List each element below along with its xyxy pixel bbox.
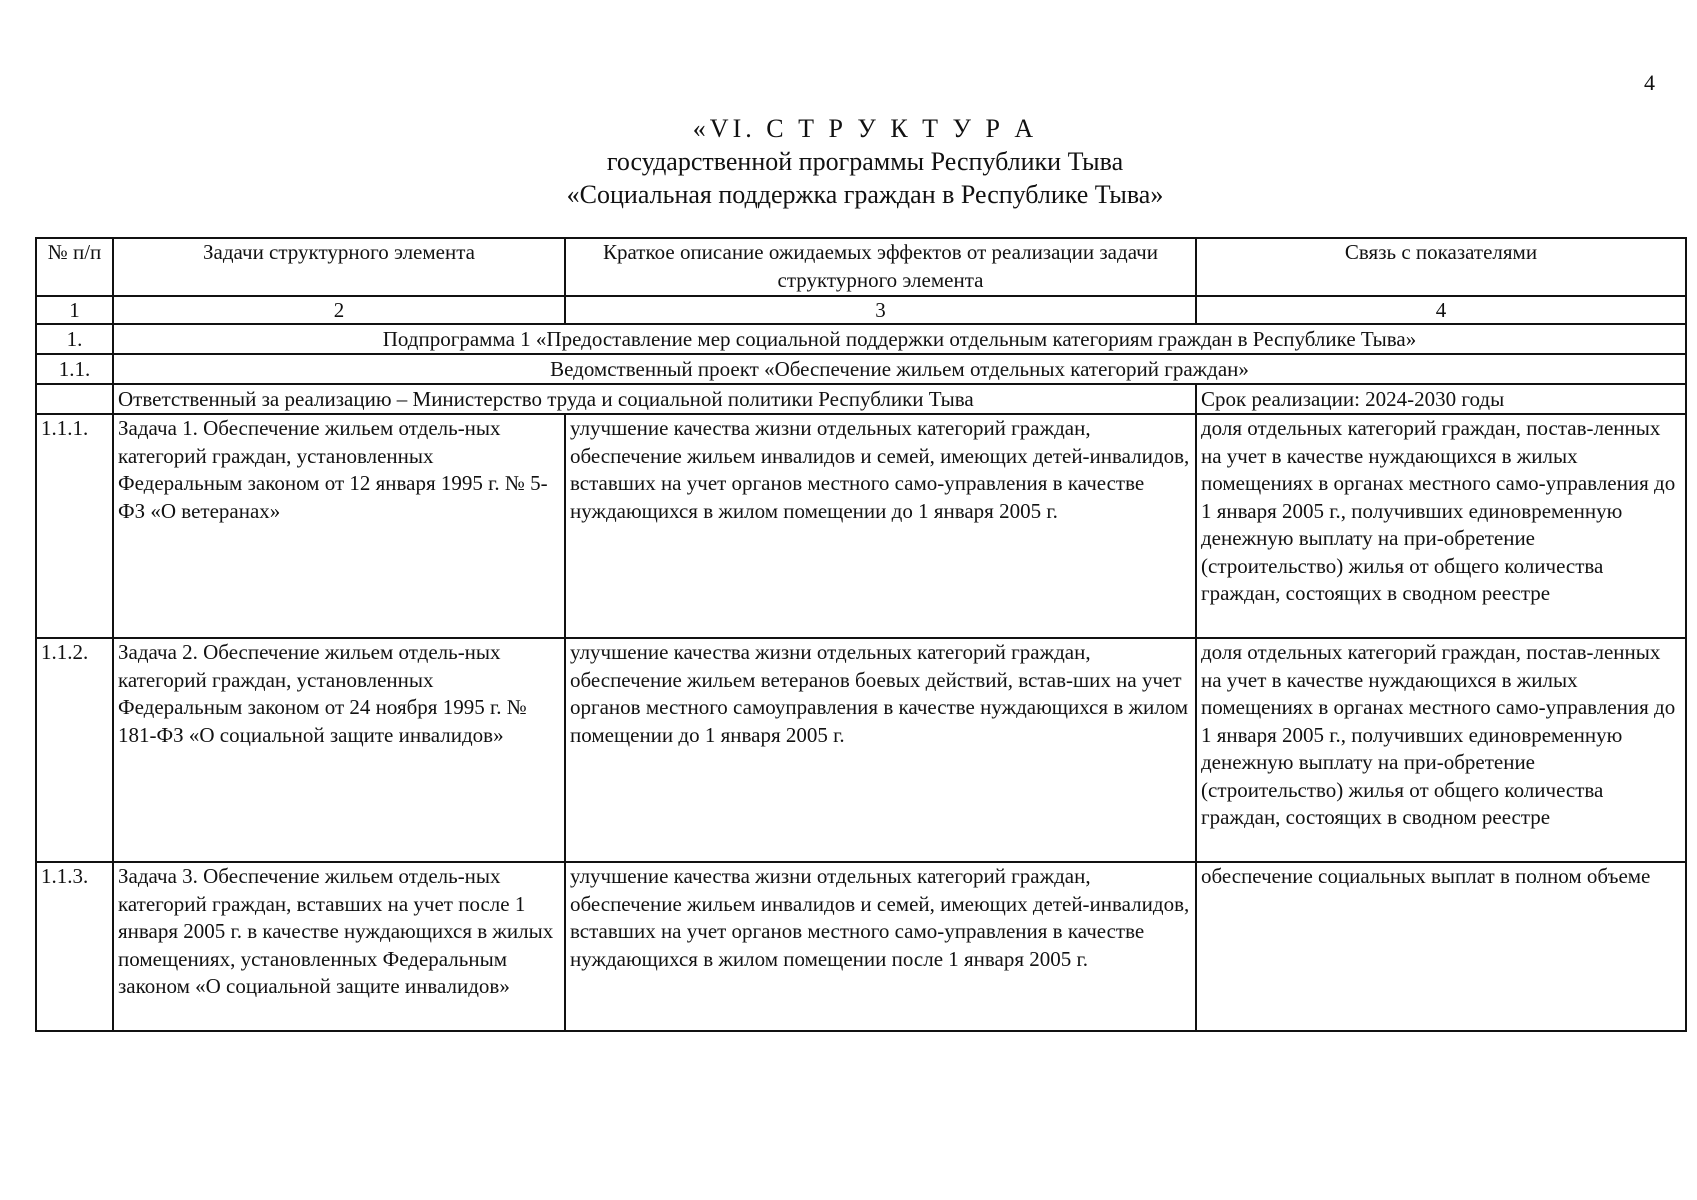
responsible-empty-cell [36, 384, 113, 414]
header-number: № п/п [36, 238, 113, 296]
period-cell: Срок реализации: 2024-2030 годы [1196, 384, 1686, 414]
indicator-cell: доля отдельных категорий граждан, постав-ленных на учет в качестве нуждающихся в жилых помещениях в органах местного само-управления до 1 января 2005 г., получивших единовременную денежную выплату на при-обретение (строительство) жилья от общего количества граждан, состоящих в сводном реестре [1196, 638, 1686, 862]
subprogram-title: Подпрограмма 1 «Предоставление мер социальной поддержки отдельным категориям граждан в Республике Тыва» [113, 324, 1686, 354]
task-cell: Задача 2. Обеспечение жильем отдель-ных категорий граждан, установленных Федеральным законом от 24 ноября 1995 г. № 181-ФЗ «О социальной защите инвалидов» [113, 638, 565, 862]
title-line-3: «Социальная поддержка граждан в Республике Тыва» [566, 180, 1164, 209]
column-number: 1 [36, 296, 113, 324]
document-title [0, 112, 1697, 211]
title-line-1: «VI. С Т Р У К Т У Р А [692, 114, 1038, 143]
column-number-row [36, 296, 1686, 324]
project-row [36, 354, 1686, 384]
row-number: 1.1.1. [36, 414, 113, 638]
effect-cell: улучшение качества жизни отдельных категорий граждан, обеспечение жильем инвалидов и семей, имеющих детей-инвалидов, вставших на учет органов местного само-управления в качестве нуждающихся в жилом помещении до 1 января 2005 г. [565, 414, 1196, 638]
row-number: 1.1.2. [36, 638, 113, 862]
subprogram-number: 1. [36, 324, 113, 354]
effect-cell: улучшение качества жизни отдельных категорий граждан, обеспечение жильем инвалидов и семей, имеющих детей-инвалидов, вставших на учет органов местного само-управления в качестве нуждающихся в жилом помещении после 1 января 2005 г. [565, 862, 1196, 1031]
column-number: 4 [1196, 296, 1686, 324]
subprogram-row [36, 324, 1686, 354]
table-row [36, 862, 1686, 1031]
header-indicators: Связь с показателями [1196, 238, 1686, 296]
effect-cell: улучшение качества жизни отдельных категорий граждан, обеспечение жильем ветеранов боевых действий, встав-ших на учет органов местного самоуправления в качестве нуждающихся в жилом помещении до 1 января 2005 г. [565, 638, 1196, 862]
responsible-text: Ответственный за реализацию – Министерство труда и социальной политики Республики Тыва [118, 387, 974, 411]
table-row [36, 638, 1686, 862]
task-cell: Задача 3. Обеспечение жильем отдель-ных категорий граждан, вставших на учет после 1 января 2005 г. в качестве нуждающихся в жилых помещениях, установленных Федеральным законом «О социальной защите инвалидов» [113, 862, 565, 1031]
project-number: 1.1. [36, 354, 113, 384]
structure-table [35, 237, 1687, 1032]
task-cell: Задача 1. Обеспечение жильем отдель-ных категорий граждан, установленных Федеральным законом от 12 января 1995 г. № 5-ФЗ «О ветеранах» [113, 414, 565, 638]
column-number: 2 [113, 296, 565, 324]
indicator-cell: доля отдельных категорий граждан, постав-ленных на учет в качестве нуждающихся в жилых помещениях в органах местного само-управления до 1 января 2005 г., получивших единовременную денежную выплату на при-обретение (строительство) жилья от общего количества граждан, состоящих в сводном реестре [1196, 414, 1686, 638]
header-row [36, 238, 1686, 296]
row-number: 1.1.3. [36, 862, 113, 1031]
header-effects: Краткое описание ожидаемых эффектов от реализации задачи структурного элемента [565, 238, 1196, 296]
indicator-cell: обеспечение социальных выплат в полном объеме [1196, 862, 1686, 1031]
project-title: Ведомственный проект «Обеспечение жильем отдельных категорий граждан» [113, 354, 1686, 384]
responsible-cell [113, 384, 1196, 414]
responsible-row [36, 384, 1686, 414]
header-tasks: Задачи структурного элемента [113, 238, 565, 296]
title-line-2: государственной программы Республики Тыва [606, 147, 1124, 176]
table-row [36, 414, 1686, 638]
column-number: 3 [565, 296, 1196, 324]
page-number: 4 [1644, 70, 1655, 95]
